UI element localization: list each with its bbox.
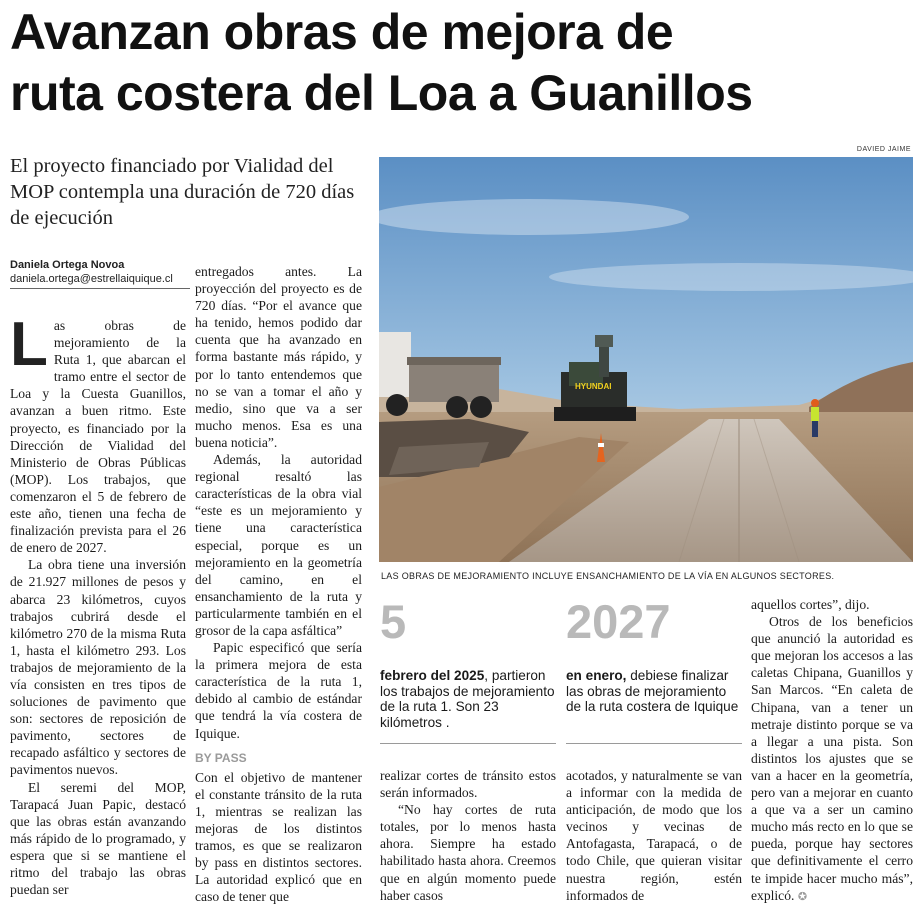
body-column-2 [195,263,362,905]
body-column-4 [566,767,742,905]
fact-text-2: en enero, debiese finalizar las obras de mejoramiento de la ruta costera de Iquique [566,668,739,714]
body-paragraph: Papic especificó que sería la primera mejora de esta característica de la ruta 1, debido al cambio de estándar que tendrá la vía costera de Iquique. [195,640,362,741]
body-paragraph: entregados antes. La proyección del proyecto es de 720 días. “Por el avance que ha tenido, hemos podido dar cuenta que ha avanzado en forma bastante más rápido, y por lo tanto entendemos que no se van a tomar el año y medio, sino que va a ser mucho menos. Esa es una buena noticia”. [195,264,362,450]
body-column-1 [10,317,186,905]
fact-text-1: febrero del 2025, partieron los trabajos de mejoramiento de la ruta 1. Son 23 kilómetros . [380,668,555,730]
author-email: daniela.ortega@estrellaiquique.cl [10,273,173,285]
photo-credit: DAVIED JAIME [856,146,911,153]
headline-line-2: ruta costera del Loa a Guanillos [10,65,753,121]
end-mark-icon: ✪ [797,890,808,903]
body-paragraph: acotados, y naturalmente se van a informar con la medida de anticipación, de modo que los vecinos y vecinas de Antofagasta, Tarapacá, o de todo Chile, que quieran visitar nuestra región, estén informados de [566,768,742,903]
body-paragraph: “No hay cortes de ruta totales, por lo menos hasta ahora. Siempre ha estado habilitado hasta ahora. Creemos que en algún momento puede haber casos [380,802,556,903]
headline [10,2,915,124]
body-paragraph: Además, la autoridad regional resaltó las características de la obra vial “este es un mejoramiento y tiene una característica especial, porque es un mejoramiento en la geometría del camino, en el ensanchamiento de la ruta y particularmente también en el grosor de la capa asfáltica” [195,452,362,638]
body-paragraph: Otros de los beneficios que anunció la autoridad es que mejoran los accesos a las caletas Chipana, Guanillos y San Marcos. “En caleta de Chipana, van a tener un metraje distinto porque se va a llegar a una pista. Son distintos los ajustes que se van a hacer en la geometría, pero van a mejorar en cuanto a que va a ser un camino mucho más recto en lo que se pueda, porque hay sectores que definitivamente el cerro te impide hacer mucho más”, explicó. ✪ [751,614,913,903]
byline [10,258,190,289]
road-works-photo [379,157,913,562]
body-paragraph: realizar cortes de tránsito estos serán informados. [380,768,556,801]
fact-number-2027: 2027 [566,595,671,648]
fact-divider [566,743,742,744]
photo-caption: LAS OBRAS DE MEJORAMIENTO INCLUYE ENSANCHAMIENTO DE LA VÍA EN ALGUNOS SECTORES. [381,571,835,581]
subhead: BY PASS [195,750,247,765]
body-column-3 [380,767,556,905]
body-column-5 [751,596,913,905]
excavator-brand: HYUNDAI [575,382,612,391]
body-paragraph: Con el objetivo de mantener el constante tránsito de la ruta 1, mientras se realizan las mejoras de los distintos tramos, es que se realizaron by pass en distintos sectores. La autoridad explicó que en caso de tener que [195,769,362,905]
body-paragraph: La obra tiene una inversión de 21.927 millones de pesos y abarca 23 kilómetros, cuyos trabajos cubrirá desde el kilómetro 270 de la misma Ruta 1, hasta el kilómetro 293. Los trabajos de mejoramiento de la vía consisten en tres tipos de soluciones de pavimento que son: sectores de reposición de pavimento, sectores de recapado asfáltico y sectores de pavimentos nuevos. [10,557,186,778]
author-name: Daniela Ortega Novoa [10,259,125,271]
body-paragraph: El seremi del MOP, Tarapacá Juan Papic, destacó que las obras están avanzando más rápido de lo programado, y espera que si se mantiene el ritmo del trabajo las obras puedan ser [10,779,186,898]
deck: El proyecto financiado por Vialidad del MOP contempla una duración de 720 días de ejecución [10,155,355,229]
body-paragraph: Las obras de mejoramiento de la Ruta 1, que abarcan el tramo entre el sector de Loa y la Cuesta Guanillos, avanzan a buen ritmo. Este proyecto, es financiado por la Dirección de Vialidad del Ministerio de Obras Públicas (MOP). Los trabajos, que comenzaron el 5 de febrero de este año, tienen una fecha de finalización prevista para el 26 de enero de 2027. [10,317,186,556]
body-paragraph: aquellos cortes”, dijo. [751,597,870,612]
fact-number-5: 5 [380,595,407,648]
headline-line-1: Avanzan obras de mejora de [10,4,674,60]
dropcap: L [10,317,48,379]
fact-divider [380,743,556,744]
